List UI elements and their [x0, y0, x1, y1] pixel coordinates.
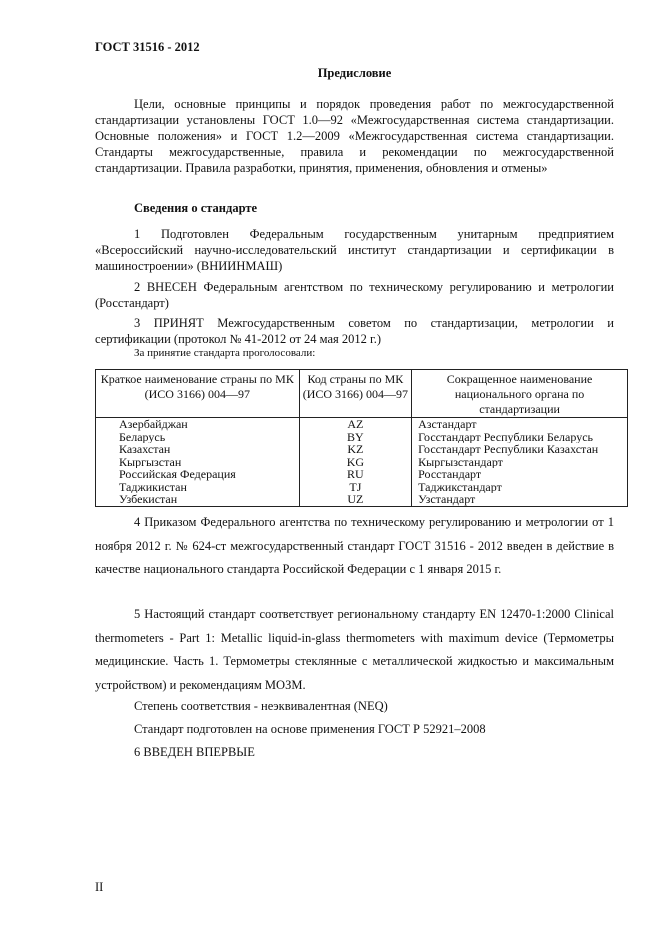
info-heading: Сведения о стандарте [134, 201, 258, 215]
code-cell: KG [299, 456, 412, 469]
table-row [96, 443, 628, 456]
page-number: II [95, 880, 104, 894]
country-cell: Узбекистан [96, 493, 300, 506]
countries-table [95, 369, 628, 507]
table-row [96, 456, 628, 469]
code-cell: BY [299, 431, 412, 444]
table-row [96, 481, 628, 494]
item-4-paragraph: 4 Приказом Федерального агентства по техническому регулированию и метрологии от 1 ноября 2012 г. № 624-ст межгосударственный стандарт ГОСТ 31516 - 2012 введен в действие в качестве национального стандарта Российской Федерации с 1 января 2015 г. [95, 515, 614, 576]
conformity-degree: Степень соответствия - неэквивалентная (NEQ) [134, 699, 388, 713]
table-header-code: Код страны по МК (ИСО 3166) 004—97 [299, 370, 412, 418]
table-header-country: Краткое наименование страны по МК (ИСО 3166) 004—97 [96, 370, 300, 418]
basis-line: Стандарт подготовлен на основе применения ГОСТ Р 52921–2008 [134, 722, 486, 736]
item-2-paragraph: 2 ВНЕСЕН Федеральным агентством по техническому регулированию и метрологии (Росстандарт) [95, 280, 614, 310]
country-cell: Казахстан [96, 443, 300, 456]
body-cell: Росстандарт [412, 468, 628, 481]
body-cell: Госстандарт Республики Казахстан [412, 443, 628, 456]
section-title: Предисловие [317, 66, 392, 80]
country-cell: Кыргызстан [96, 456, 300, 469]
intro-paragraph: Цели, основные принципы и порядок проведения работ по межгосударственной стандартизации установлены ГОСТ 1.0—92 «Межгосударственная система стандартизации. Основные положения» и ГОСТ 1.2—2009 «Межгосударственная система стандартизации. Стандарты межгосударственные, правила и рекомендации по межгосударственной стандартизации. Правила разработки, принятия, применения, обновления и отмены» [95, 97, 614, 175]
code-cell: UZ [299, 493, 412, 506]
country-cell: Таджикистан [96, 481, 300, 494]
item-3-paragraph: 3 ПРИНЯТ Межгосударственным советом по стандартизации, метрологии и сертификации (протокол № 41-2012 от 24 мая 2012 г.) [95, 316, 614, 346]
document-code: ГОСТ 31516 - 2012 [95, 40, 200, 54]
table-row [96, 468, 628, 481]
item-6-line: 6 ВВЕДЕН ВПЕРВЫЕ [134, 745, 255, 759]
table-header-body: Сокращенное наименование национального органа по стандартизации [412, 370, 628, 418]
code-cell: AZ [299, 418, 412, 431]
body-cell: Таджикстандарт [412, 481, 628, 494]
item-5-paragraph: 5 Настоящий стандарт соответствует региональному стандарту EN 12470-1:2000 Clinical thermometers - Part 1: Metallic liquid-in-glass thermometers with maximum device (Термометры медицинские. Часть 1. Термометры стеклянные с металлической жидкостью и максимальным устройством) и рекомендациям МОЗМ. [95, 607, 614, 692]
table-header-row [96, 370, 628, 418]
table-row [96, 431, 628, 444]
voted-caption: За принятие стандарта проголосовали: [134, 347, 316, 359]
table-row [96, 493, 628, 506]
code-cell: KZ [299, 443, 412, 456]
item-1-paragraph: 1 Подготовлен Федеральным государственным унитарным предприятием «Всероссийский научно-исследовательский институт стандартизации и сертификации в машиностроении» (ВНИИНМАШ) [95, 227, 614, 273]
body-cell: Кыргызстандарт [412, 456, 628, 469]
country-cell: Российская Федерация [96, 468, 300, 481]
code-cell: TJ [299, 481, 412, 494]
body-cell: Азстандарт [412, 418, 628, 431]
body-cell: Узстандарт [412, 493, 628, 506]
body-cell: Госстандарт Республики Беларусь [412, 431, 628, 444]
country-cell: Азербайджан [96, 418, 300, 431]
table-row [96, 418, 628, 431]
code-cell: RU [299, 468, 412, 481]
country-cell: Беларусь [96, 431, 300, 444]
